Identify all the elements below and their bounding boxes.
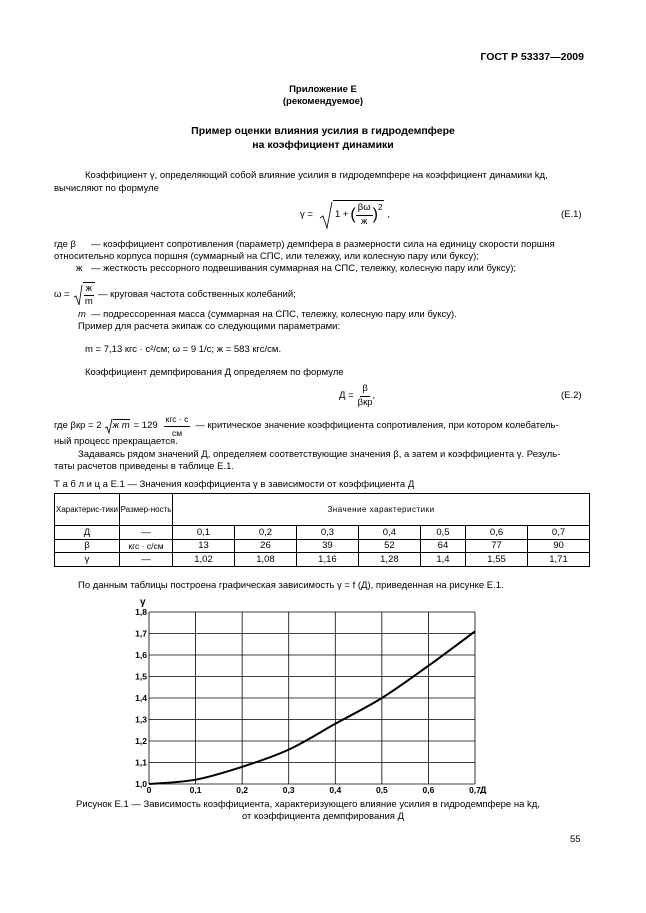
table-cell: 13 bbox=[173, 539, 235, 553]
table-cell: 1,28 bbox=[358, 553, 420, 567]
series-line-gamma bbox=[149, 631, 475, 784]
formula-e2 bbox=[339, 383, 375, 409]
para1-line1: Коэффициент γ, определяющий собой влияние усилия в гидродемпфере на коэффициент динамики kд, bbox=[85, 170, 548, 181]
crit-lead: где βкр = 2 bbox=[54, 419, 102, 431]
section-title-line1: Пример оценки влияния усилия в гидродемпфере bbox=[191, 125, 455, 137]
x-tick-label: 0,5 bbox=[375, 785, 388, 794]
formula-e1: γ = 1 + ( $\frac{\beta\omega}{ж}$ ) $^2$ , bbox=[300, 200, 390, 230]
y-tick-label: 1,2 bbox=[135, 736, 147, 746]
sqrt-sign-icon bbox=[319, 200, 333, 230]
figure-caption-line2: от коэффициента демпфирования Д bbox=[241, 811, 405, 822]
formula-e1-tail: , bbox=[387, 208, 391, 220]
y-tick-label: 1,1 bbox=[135, 757, 147, 768]
para2: Коэффициент демпфирования Д определяем по формуле bbox=[85, 367, 344, 378]
formula-e1-one: 1 + bbox=[334, 208, 349, 220]
crit-eq: = 129 bbox=[133, 419, 158, 431]
chart bbox=[130, 594, 490, 794]
document-header: ГОСТ Р 53337—2009 bbox=[480, 51, 584, 63]
formula-e1-den: ж bbox=[361, 215, 368, 227]
x-tick-label: 0 bbox=[146, 785, 152, 794]
figure-caption-line1: Рисунок Е.1 — Зависимость коэффициента, характеризующего влияние усилия в гидродемпфере на kд, bbox=[76, 799, 540, 810]
y-tick-label: 1,8 bbox=[135, 607, 147, 617]
table-head-unit: Размер-ность bbox=[120, 494, 173, 526]
crit-line2: ный процесс прекращается. bbox=[54, 436, 178, 447]
x-tick-label: 0,2 bbox=[236, 785, 249, 794]
crit-unit-den: см bbox=[171, 427, 183, 438]
table-row bbox=[55, 553, 590, 567]
x-axis-label: Д bbox=[480, 785, 487, 794]
table-cell: γ bbox=[55, 553, 120, 567]
formula-e2-tail: , bbox=[372, 389, 376, 401]
table-cell: 0,6 bbox=[466, 526, 528, 540]
x-tick-label: 0,1 bbox=[189, 785, 202, 794]
x-tick-label: 0,7 bbox=[469, 785, 481, 794]
table-row bbox=[55, 526, 590, 540]
y-axis-label: γ bbox=[140, 597, 146, 608]
def-beta-line2: относительно корпуса поршня (суммарный на СПС, или тележку, или колесную пару или буксу); bbox=[54, 251, 479, 262]
y-tick-label: 1,5 bbox=[135, 671, 147, 682]
formula-e1-lhs: γ = bbox=[300, 208, 313, 220]
section-title-line2: на коэффициент динамики bbox=[252, 139, 394, 151]
formula-e1-exp: 2 bbox=[377, 203, 383, 212]
crit-text: — критическое значение коэффициента сопротивления, при котором колебатель- bbox=[195, 419, 559, 431]
table-cell: 0,2 bbox=[234, 526, 296, 540]
table-cell: 77 bbox=[466, 539, 528, 553]
table-cell: 1,02 bbox=[173, 553, 235, 567]
page-number: 55 bbox=[570, 834, 581, 845]
params-line: m = 7,13 кгс · с²/см; ω = 9 1/с; ж = 583 кгс/см. bbox=[85, 344, 282, 355]
x-tick-label: 0,4 bbox=[329, 785, 342, 794]
table-cell: 26 bbox=[234, 539, 296, 553]
table-cell: — bbox=[120, 526, 173, 540]
table-cell: β bbox=[55, 539, 120, 553]
table-cell: кгс · с/см bbox=[120, 539, 173, 553]
def-omega bbox=[54, 283, 296, 307]
table-cell: Д bbox=[55, 526, 120, 540]
table-cell: 1,71 bbox=[528, 553, 590, 567]
table-cell: 0,7 bbox=[528, 526, 590, 540]
table-cell: — bbox=[120, 553, 173, 567]
def-omega-den: m bbox=[84, 296, 93, 307]
def-omega-lhs: ω = bbox=[54, 288, 70, 300]
def-beta-text: — коэффициент сопротивления (параметр) демпфера в размерности сила на единицу скорости поршня bbox=[91, 239, 555, 250]
def-m-lead: m bbox=[78, 309, 86, 320]
formula-e2-lhs: Д = bbox=[339, 389, 354, 401]
data-table bbox=[54, 493, 590, 567]
table-cell: 52 bbox=[358, 539, 420, 553]
def-beta-lead: где β bbox=[54, 239, 76, 250]
def-omega-text: — круговая частота собственных колебаний; bbox=[97, 288, 296, 300]
x-tick-label: 0,3 bbox=[282, 785, 295, 794]
def-zh-lead: ж bbox=[76, 263, 83, 274]
appendix-subtitle: (рекомендуемое) bbox=[282, 96, 364, 107]
table-head-values: Значение характеристики bbox=[173, 494, 590, 526]
table-cell: 1,4 bbox=[420, 553, 465, 567]
table-row bbox=[55, 539, 590, 553]
def-omega-num: ж bbox=[84, 283, 94, 297]
y-tick-label: 1,6 bbox=[135, 650, 147, 660]
x-tick-label: 0,6 bbox=[422, 785, 435, 794]
sqrt-sign-icon bbox=[104, 418, 113, 434]
table-cell: 0,1 bbox=[173, 526, 235, 540]
y-tick-label: 1,7 bbox=[135, 628, 147, 639]
formula-e2-number: (Е.2) bbox=[561, 390, 582, 401]
para4: По данным таблицы построена графическая зависимость γ = f (Д), приведенная на рисунке Е.1. bbox=[78, 580, 504, 591]
table-caption: Т а б л и ц а Е.1 — Значения коэффициента γ в зависимости от коэффициента Д bbox=[54, 479, 415, 490]
y-tick-label: 1,3 bbox=[135, 714, 147, 725]
para1-line2: вычисляют по формуле bbox=[54, 183, 159, 194]
def-zh-text: — жесткость рессорного подвешивания суммарная на СПС, тележку, колесную пару или буксу); bbox=[91, 263, 517, 274]
table-cell: 39 bbox=[296, 539, 358, 553]
y-tick-label: 1,4 bbox=[135, 693, 147, 703]
table-cell: 1,08 bbox=[234, 553, 296, 567]
table-cell: 0,3 bbox=[296, 526, 358, 540]
y-tick-label: 1,0 bbox=[135, 779, 147, 789]
table-cell: 1,55 bbox=[466, 553, 528, 567]
para3-line2: таты расчетов приведены в таблице Е.1. bbox=[54, 461, 235, 472]
def-example: Пример для расчета экипаж со следующими параметрами: bbox=[78, 321, 341, 332]
table-cell: 0,4 bbox=[358, 526, 420, 540]
def-m-text: — подрессоренная масса (суммарная на СПС, тележку, колесную пару или буксу). bbox=[91, 309, 457, 320]
crit-root: ж m bbox=[112, 420, 130, 432]
formula-e2-num: β bbox=[360, 383, 369, 397]
table-cell: 1,16 bbox=[296, 553, 358, 567]
formula-e1-num: βω bbox=[356, 202, 373, 216]
table-cell: 0,5 bbox=[420, 526, 465, 540]
formula-e1-number: (Е.1) bbox=[561, 209, 582, 220]
table-cell: 90 bbox=[528, 539, 590, 553]
sqrt-sign-icon bbox=[73, 283, 83, 307]
appendix-title: Приложение Е bbox=[289, 84, 357, 95]
formula-e2-den: βкр bbox=[357, 396, 373, 408]
crit-unit-num: кгс · с bbox=[164, 413, 191, 427]
table-head-characteristics: Характерис-тики bbox=[55, 494, 120, 526]
crit-line bbox=[54, 414, 559, 438]
para3-line1: Задаваясь рядом значений Д, определяем соответствующие значения β, а затем и коэффициента γ. Резуль- bbox=[78, 449, 561, 460]
table-cell: 64 bbox=[420, 539, 465, 553]
